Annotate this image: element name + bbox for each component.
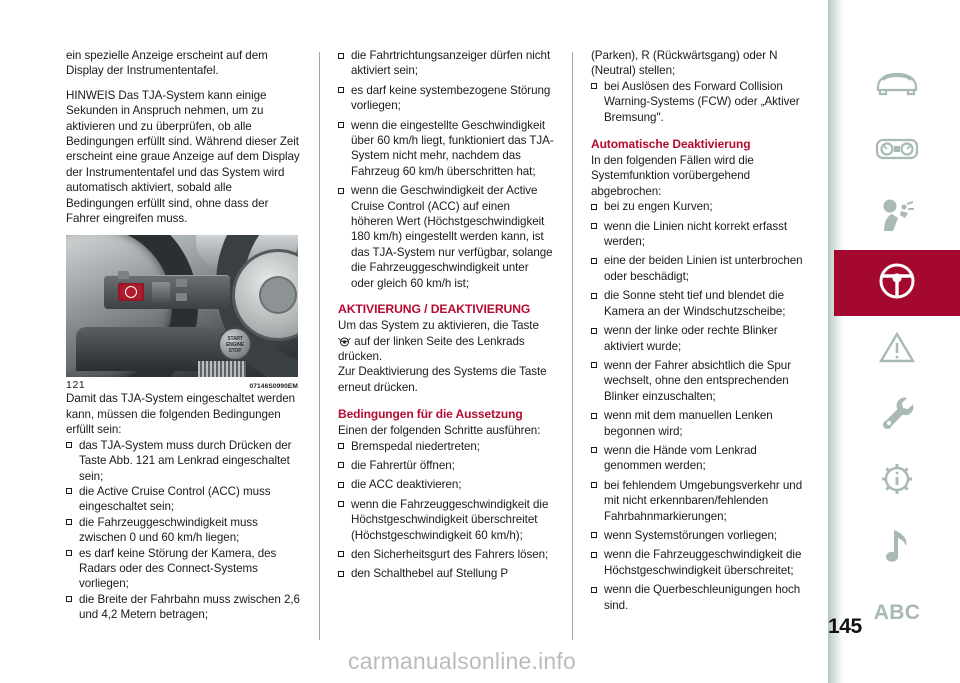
square-bullet-icon [591, 587, 597, 593]
square-bullet-icon [338, 188, 344, 194]
figure-number: 121 [66, 379, 86, 392]
conditions-list-continued [338, 48, 554, 291]
sidebar-item-dashboard[interactable] [834, 118, 960, 184]
list-item-text: die Breite der Fahrbahn muss zwischen 2,6 und 4,2 Metern betragen; [79, 592, 300, 622]
paragraph: In den folgenden Fällen wird die Systemfunktion vorübergehend abgebrochen: [591, 154, 754, 198]
wrench-icon [878, 394, 916, 437]
list-item [66, 484, 301, 515]
square-bullet-icon [338, 462, 344, 468]
square-bullet-icon [591, 258, 597, 264]
list-item [338, 477, 554, 492]
list-item-text: das TJA-System muss durch Drücken der Taste Abb. 121 am Lenkrad eingeschaltet sein; [79, 438, 292, 483]
column-divider [319, 52, 320, 640]
list-item-text: wenn die Fahrzeuggeschwindigkeit die Höchstgeschwindigkeit überschreitet; [604, 548, 802, 577]
info-gear-icon [878, 460, 916, 503]
steering-wheel-icon [877, 261, 917, 306]
list-item [591, 358, 807, 404]
list-item-text: den Schalthebel auf Stellung P [351, 567, 509, 581]
square-bullet-icon [338, 571, 344, 577]
paragraph: (Parken), R (Rückwärtsgang) oder N (Neutral) stellen; [591, 49, 778, 78]
sidebar-item-steering-wheel[interactable] [834, 250, 960, 316]
section-heading: AKTIVIERUNG / DEAKTIVIERUNG [338, 302, 531, 317]
list-item [338, 183, 554, 291]
list-item [591, 528, 807, 543]
suspension-conditions-list [338, 439, 554, 582]
square-bullet-icon [591, 223, 597, 229]
tja-button-highlight [118, 283, 144, 301]
list-item [338, 118, 554, 180]
engine-label: ENGINE [226, 342, 244, 349]
square-bullet-icon [66, 519, 72, 525]
square-bullet-icon [66, 488, 72, 494]
list-item-text: die Fahrertür öffnen; [351, 458, 455, 472]
list-item-text: wenn der linke oder rechte Blinker aktiviert wurde; [604, 324, 778, 353]
list-item [338, 458, 554, 473]
square-bullet-icon [591, 362, 597, 368]
list-item [66, 592, 301, 623]
list-item [66, 515, 301, 546]
figure-caption [66, 377, 298, 391]
list-item-text: eine der beiden Linien ist unterbrochen oder beschädigt; [604, 254, 803, 283]
square-bullet-icon [338, 443, 344, 449]
square-bullet-icon [591, 447, 597, 453]
paragraph: Einen der folgenden Schritte ausführen: [338, 424, 541, 438]
list-item-text: es darf keine Störung der Kamera, des Radars oder des Connect-Systems vorliegen; [79, 546, 277, 591]
list-item-text: den Sicherheitsgurt des Fahrers lösen; [351, 547, 549, 561]
list-item-text: die Fahrzeuggeschwindigkeit muss zwischen 0 und 60 km/h liegen; [79, 515, 258, 545]
list-item-text: wenn die eingestellte Geschwindigkeit über 60 km/h liegt, funktioniert das TJA-System nicht mehr, nachdem das Fahrzeug 60 km/h überschritten hat; [351, 118, 554, 178]
sub-heading: Bedingungen für die Aussetzung [338, 407, 523, 422]
list-item [66, 546, 301, 592]
list-item-text: bei fehlendem Umgebungsverkehr und mit nicht erkennbaren/fehlenden Fahrbahnmarkierungen; [604, 478, 803, 523]
list-item [338, 83, 554, 114]
list-item [591, 582, 807, 613]
paragraph [338, 318, 554, 364]
sidebar-item-car-front[interactable] [834, 52, 960, 118]
column-middle [319, 48, 572, 640]
list-item-text: wenn die Hände vom Lenkrad genommen werden; [604, 443, 757, 473]
list-item [591, 443, 807, 474]
list-item [338, 497, 554, 543]
list-item [591, 547, 807, 578]
steering-wheel-controls-photo [66, 235, 298, 377]
sidebar-icon-list [834, 52, 960, 646]
chapter-sidebar [828, 0, 960, 683]
square-bullet-icon [591, 204, 597, 210]
dashboard-gauges-icon [874, 134, 920, 169]
figure-code: 07146S0990EM [249, 383, 298, 391]
watermark: carmanualsonline.info [348, 648, 576, 674]
square-bullet-icon [591, 328, 597, 334]
activation-text-part2: auf der linken Seite des Lenkrads drücken. [338, 334, 525, 363]
list-item-text: bei zu engen Kurven; [604, 200, 713, 214]
paragraph: ein spezielle Anzeige erscheint auf dem Display der Instrumententafel. [66, 49, 268, 78]
column-right [572, 48, 825, 640]
list-item-text: Bremspedal niedertreten; [351, 439, 480, 453]
list-item-text: wenn die Fahrzeuggeschwindigkeit die Höchstgeschwindigkeit überschreitet (Höchstgeschwindigkeit 60 km/h); [351, 497, 549, 542]
list-item [591, 408, 807, 439]
square-bullet-icon [338, 482, 344, 488]
sub-heading: Automatische Deaktivierung [591, 137, 751, 152]
list-item-text: bei Auslösen des Forward Collision Warning-Systems (FCW) oder „Aktiver Bremsung". [604, 79, 800, 124]
list-item-text: wenn Systemstörungen vorliegen; [604, 528, 778, 542]
list-item [338, 566, 554, 581]
square-bullet-icon [338, 122, 344, 128]
paragraph: Damit das TJA-System eingeschaltet werden kann, müssen die folgenden Bedingungen erfüllt sein: [66, 392, 296, 437]
paragraph: Zur Deaktivierung des Systems die Taste erneut drücken. [338, 365, 547, 394]
activation-text-part1: Um das System zu aktivieren, die Taste [338, 319, 539, 333]
square-bullet-icon [66, 442, 72, 448]
start-label: START [227, 336, 243, 343]
list-item [338, 439, 554, 454]
sidebar-item-warning[interactable] [834, 316, 960, 382]
page-number: 145 [828, 615, 862, 638]
list-item [591, 253, 807, 284]
automatic-deactivation-list [591, 199, 807, 613]
stop-label: STOP [228, 348, 242, 355]
list-item [338, 48, 554, 79]
sidebar-item-audio[interactable] [834, 514, 960, 580]
suspension-conditions-continued [591, 79, 807, 125]
list-item-text: wenn die Linien nicht korrekt erfasst werden; [604, 219, 788, 249]
list-item [338, 547, 554, 562]
music-note-icon [880, 526, 914, 569]
column-divider [572, 52, 573, 640]
car-front-icon [874, 68, 920, 103]
airbag-safety-icon [877, 198, 917, 237]
list-item [591, 219, 807, 250]
square-bullet-icon [338, 551, 344, 557]
conditions-list [66, 438, 301, 623]
list-item-text: die ACC deaktivieren; [351, 478, 462, 492]
steering-wheel-glyph-icon [338, 336, 351, 347]
square-bullet-icon [338, 501, 344, 507]
list-item [591, 323, 807, 354]
abc-index-icon: ABC [873, 601, 921, 624]
square-bullet-icon [338, 53, 344, 59]
list-item-text: wenn der Fahrer absichtlich die Spur wechselt, ohne den entsprechenden Blinker einzuschalten; [604, 358, 792, 403]
list-item-text: es darf keine systembezogene Störung vorliegen; [351, 83, 551, 113]
square-bullet-icon [338, 87, 344, 93]
list-item [591, 79, 807, 125]
sidebar-item-safety[interactable] [834, 184, 960, 250]
square-bullet-icon [591, 532, 597, 538]
list-item-text: wenn die Querbeschleunigungen hoch sind. [604, 583, 801, 612]
list-item [66, 438, 301, 484]
square-bullet-icon [591, 293, 597, 299]
figure-121 [66, 235, 298, 391]
column-left [66, 48, 319, 640]
sidebar-item-info[interactable] [834, 448, 960, 514]
square-bullet-icon [591, 552, 597, 558]
list-item [591, 199, 807, 214]
warning-triangle-icon [878, 330, 916, 369]
sidebar-item-service[interactable] [834, 382, 960, 448]
paragraph: HINWEIS Das TJA-System kann einige Sekunden in Anspruch nehmen, um zu aktivieren und zu überprüfen, ob alle Bedingungen erfüllt sind. Während dieser Zeit erscheint eine graue Anzeige auf dem Display der Instrumententafel und das System wird automatisch aktiviert, sobald alle Bedingungen erfüllt sind, ohne dass der Fahrer eingreifen muss. [66, 88, 300, 226]
list-item-text: die Fahrtrichtungsanzeiger dürfen nicht aktiviert sein; [351, 49, 551, 78]
square-bullet-icon [66, 550, 72, 556]
square-bullet-icon [66, 596, 72, 602]
square-bullet-icon [591, 413, 597, 419]
list-item-text: die Sonne steht tief und blendet die Kamera an der Windschutzscheibe; [604, 289, 786, 318]
list-item [591, 478, 807, 524]
list-item-text: wenn die Geschwindigkeit der Active Cruise Control (ACC) auf einen höheren Wert (Höchstgeschwindigkeit 180 km/h) eingestellt werden kann, ist das TJA-System nur verfügbar, solange die Fahrzeuggeschwindigkeit unter oder gleich 60 km/h ist; [351, 184, 553, 290]
square-bullet-icon [591, 83, 597, 89]
square-bullet-icon [591, 482, 597, 488]
content-columns [66, 48, 826, 640]
list-item [591, 288, 807, 319]
list-item-text: wenn mit dem manuellen Lenken begonnen wird; [604, 409, 773, 438]
list-item-text: die Active Cruise Control (ACC) muss eingeschaltet sein; [79, 484, 271, 514]
